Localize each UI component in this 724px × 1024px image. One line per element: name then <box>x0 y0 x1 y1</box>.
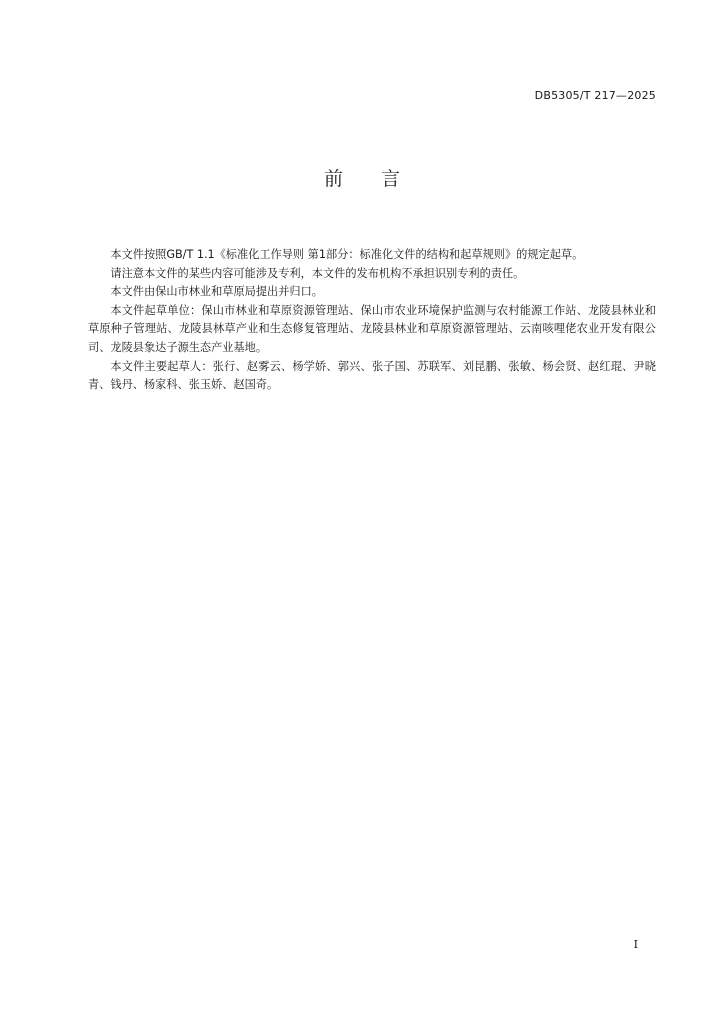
preface-body <box>88 246 656 395</box>
paragraph-drafters: 本文件主要起草人：张行、赵雾云、杨学娇、郭兴、张子国、苏联军、刘昆鹏、张敏、杨会贤、赵红琨、尹晓青、钱丹、杨家科、张玉娇、赵国奇。 <box>88 359 656 392</box>
page-title: 前 言 <box>323 168 400 190</box>
page-number: I <box>633 938 638 951</box>
paragraph-drafting-basis: 本文件按照GB/T 1.1《标准化工作导则 第1部分：标准化文件的结构和起草规则》的规定起草。 <box>110 248 584 261</box>
paragraph-patent-notice: 请注意本文件的某些内容可能涉及专利，本文件的发布机构不承担识别专利的责任。 <box>110 266 525 280</box>
paragraph-proposer: 本文件由保山市林业和草原局提出并归口。 <box>110 285 323 299</box>
paragraph-drafting-units: 本文件起草单位：保山市林业和草原资源管理站、保山市农业环境保护监测与农村能源工作站、龙陵县林业和草原种子管理站、龙陵县林草产业和生态修复管理站、龙陵县林业和草原资源管理站、云南咳哩佬农业开发有限公司、龙陵县象达子源生态产业基地。 <box>88 303 656 354</box>
document-code: DB5305/T 217—2025 <box>534 89 656 102</box>
